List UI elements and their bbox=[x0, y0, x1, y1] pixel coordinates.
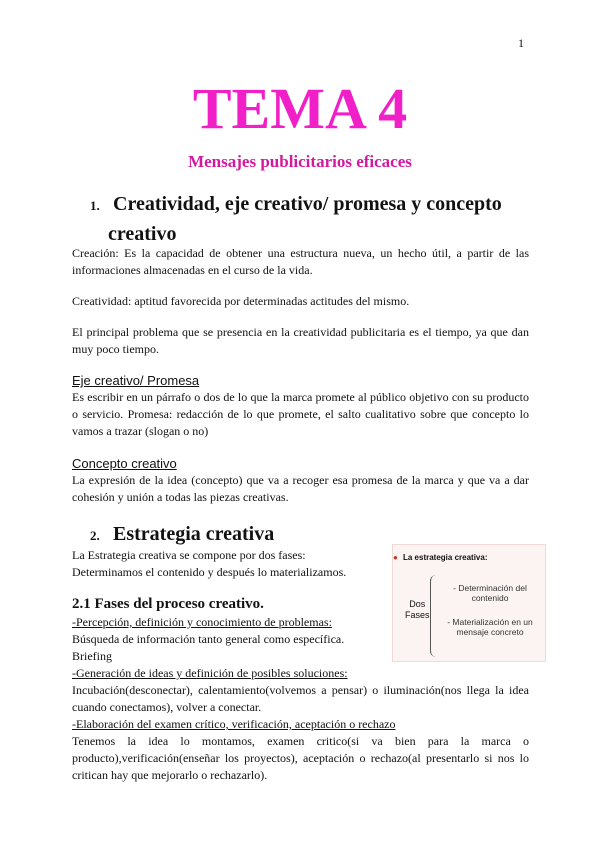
section1-heading-line1: Creatividad, eje creativo/ promesa y concepto bbox=[113, 193, 502, 215]
diagram-title: La estrategia creativa: bbox=[403, 553, 488, 562]
estrategia-diagram bbox=[392, 544, 546, 662]
section2-number: 2. bbox=[90, 528, 100, 543]
phase1-line2: Briefing bbox=[72, 649, 112, 663]
page-title: TEMA 4 bbox=[192, 76, 408, 141]
estrategia-line1: La Estrategia creativa se compone por dos fases: bbox=[72, 548, 306, 562]
creatividad-paragraph: Creatividad: aptitud favorecida por determinadas actitudes del mismo. bbox=[72, 294, 410, 308]
diagram-item-1-line1: - Determinación del bbox=[453, 583, 527, 593]
phase3-title: -Elaboración del examen crítico, verificación, aceptación o rechazo bbox=[72, 717, 396, 731]
section1-number: 1. bbox=[90, 198, 100, 213]
diagram-bullet-icon: ● bbox=[393, 553, 398, 562]
section2-heading-text: Estrategia creativa bbox=[113, 523, 275, 545]
diagram-item-2 bbox=[437, 617, 543, 637]
diagram-item-2-line1: - Materialización en un bbox=[447, 617, 533, 627]
phase1-title: -Percepción, definición y conocimiento de problemas: bbox=[72, 615, 332, 629]
phase3-block bbox=[72, 716, 529, 784]
phase2-block bbox=[72, 665, 529, 716]
creacion-paragraph: Creación: Es la capacidad de obtener una estructura nueva, un hecho útil, a partir de las informaciones almacenadas en el curso de la vida. bbox=[72, 246, 529, 277]
diagram-item-1 bbox=[437, 583, 543, 603]
diagram-left-label-2: Fases bbox=[405, 610, 430, 620]
section1-heading bbox=[90, 190, 530, 248]
diagram-item-2-line2: mensaje concreto bbox=[456, 627, 524, 637]
eje-creativo-heading: Eje creativo/ Promesa bbox=[72, 373, 200, 388]
diagram-left-label-1: Dos bbox=[409, 599, 426, 609]
fases-heading: 2.1 Fases del proceso creativo. bbox=[72, 596, 264, 612]
diagram-brace bbox=[430, 575, 437, 657]
page-number: 1 bbox=[518, 36, 524, 50]
estrategia-line2: Determinamos el contenido y después lo materializamos. bbox=[72, 565, 347, 579]
section1-heading-line2: creativo bbox=[108, 223, 177, 245]
phase2-title: -Generación de ideas y definición de posibles soluciones: bbox=[72, 666, 348, 680]
diagram-left-label bbox=[405, 599, 430, 621]
page-subtitle: Mensajes publicitarios eficaces bbox=[188, 152, 412, 171]
concepto-creativo-text: La expresión de la idea (concepto) que va a recoger esa promesa de la marca y que va a dar cohesión y unión a todas las piezas creativas. bbox=[72, 473, 529, 504]
diagram-item-1-line2: contenido bbox=[471, 593, 509, 603]
concepto-creativo-heading: Concepto creativo bbox=[72, 456, 177, 471]
phase2-text: Incubación(desconectar), calentamiento(volvemos a pensar) o iluminación(nos llega la idea cuando conectamos), volver a conectar. bbox=[72, 683, 529, 714]
phase3-text: Tenemos la idea lo montamos, examen critico(si va bien para la marca o producto),verificación(enseñar los proyectos), aceptación o rechazo(al presentarlo si nos lo critican hay que mejorarlo o rechazarlo). bbox=[72, 734, 529, 782]
phase1-block bbox=[72, 614, 392, 665]
problema-paragraph: El principal problema que se presencia en la creatividad publicitaria es el tiempo, ya que dan muy poco tiempo. bbox=[72, 325, 529, 356]
estrategia-intro bbox=[72, 547, 382, 581]
phase1-line1: Búsqueda de información tanto general como específica. bbox=[72, 632, 345, 646]
eje-creativo-text: Es escribir en un párrafo o dos de lo que la marca promete al público objetivo con su producto o servicio. Promesa: redacción de lo que promete, el salto cualitativo sobre que concepto lo vamos a trazar (slogan o no) bbox=[72, 390, 529, 438]
